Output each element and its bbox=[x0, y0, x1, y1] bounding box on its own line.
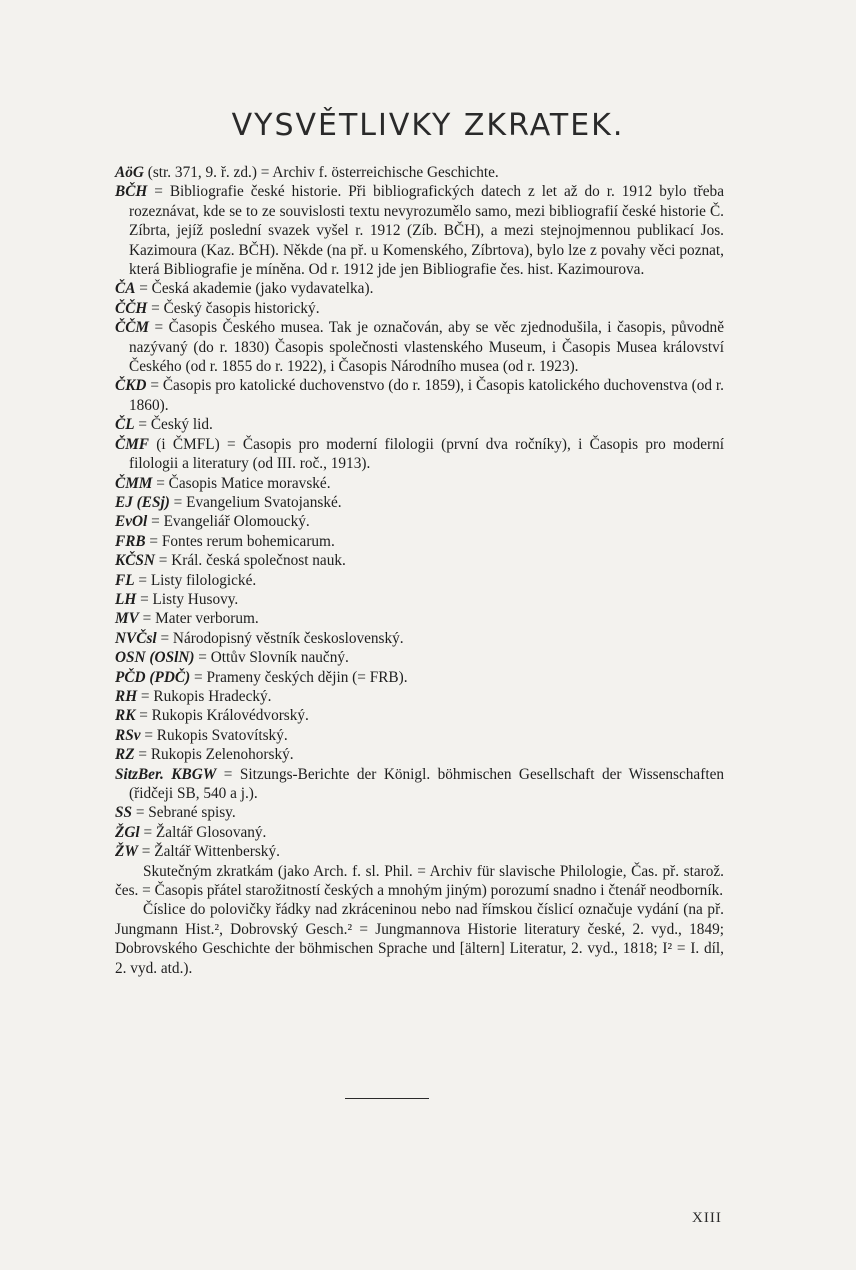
entry-abbr: MV bbox=[115, 610, 139, 628]
entry-aog bbox=[115, 163, 724, 182]
entry-abbr: SS bbox=[115, 804, 133, 822]
entry-text: (str. 371, 9. ř. zd.) = Archiv f. österreichische Geschichte. bbox=[143, 164, 499, 181]
entry-zgl bbox=[115, 823, 724, 842]
entry-rsv bbox=[115, 726, 724, 745]
entry-abbr: ČMF bbox=[115, 435, 150, 453]
entry-text: = Český lid. bbox=[134, 416, 213, 434]
entry-rz bbox=[115, 745, 724, 764]
entry-rh bbox=[115, 687, 724, 706]
entry-ccm bbox=[115, 318, 724, 376]
entry-frb bbox=[115, 532, 724, 551]
entry-zw bbox=[115, 842, 724, 861]
entry-text: = Listy Husovy. bbox=[136, 590, 239, 608]
entry-abbr: NVČsl bbox=[115, 629, 157, 647]
entry-abbr: BČH bbox=[115, 183, 148, 201]
abbreviation-list bbox=[115, 163, 724, 978]
entry-text: = Žaltář Glosovaný. bbox=[139, 823, 267, 841]
entry-fl bbox=[115, 571, 724, 590]
entry-bch bbox=[115, 182, 724, 279]
entry-text: = Rukopis Hradecký. bbox=[137, 687, 272, 705]
entry-kcsn bbox=[115, 551, 724, 570]
entry-text: (i ČMFL) = Časopis pro moderní filologii (první dva ročníky), i Časopis pro moderní filologii a literatury (od III. roč., 1913). bbox=[129, 435, 724, 473]
closing-rule bbox=[345, 1098, 429, 1099]
entry-text: = Sebrané spisy. bbox=[132, 804, 236, 822]
entry-cmf bbox=[115, 435, 724, 474]
entry-pcd bbox=[115, 668, 724, 687]
entry-abbr: RK bbox=[115, 707, 136, 725]
entry-text: = Rukopis Královédvorský. bbox=[135, 707, 309, 725]
entry-abbr: SitzBer. KBGW bbox=[115, 765, 217, 783]
entry-abbr: OSN (OSlN) bbox=[115, 649, 195, 667]
entry-ckd bbox=[115, 376, 724, 415]
entry-abbr: PČD (PDČ) bbox=[115, 668, 191, 686]
entry-mv bbox=[115, 609, 724, 628]
entry-text: = Prameny českých dějin (= FRB). bbox=[190, 668, 408, 686]
entry-text: = Ottův Slovník naučný. bbox=[194, 649, 349, 667]
entry-abbr: ŽW bbox=[115, 843, 138, 861]
entry-ca bbox=[115, 279, 724, 298]
entry-cch bbox=[115, 299, 724, 318]
entry-text: = Evangelium Svatojanské. bbox=[169, 493, 342, 511]
entry-text: = Česká akademie (jako vydavatelka). bbox=[135, 280, 374, 298]
entry-cl bbox=[115, 415, 724, 434]
entry-text: = Časopis pro katolické duchovenstvo (do r. 1859), i Časopis katolického duchovenstva (od r. 1860). bbox=[129, 377, 724, 414]
entry-abbr: ČMM bbox=[115, 474, 153, 492]
entry-abbr: EJ (ESj) bbox=[115, 493, 170, 511]
entry-abbr: LH bbox=[115, 590, 137, 608]
entry-abbr: KČSN bbox=[115, 552, 155, 570]
entry-text: = Evangeliář Olomoucký. bbox=[147, 513, 310, 531]
entry-text: = Fontes rerum bohemicarum. bbox=[145, 532, 335, 550]
entry-rk bbox=[115, 706, 724, 725]
entry-nvcsl bbox=[115, 629, 724, 648]
entry-text: = Časopis Matice moravské. bbox=[152, 474, 331, 492]
entry-text: = Sitzungs-Berichte der Königl. böhmischen Gesellschaft der Wissenschaften (řidčeji SB, 540 a j.). bbox=[129, 765, 725, 802]
entry-text: = Bibliografie české historie. Při bibliografických datech z let až do r. 1912 bylo třeba rozeznávat, kde se to ze souvislosti textu nevyrozumělo samo, mezi bibliografií české historie Č. Zíbrta, jejíž poslední svazek vyšel r. 1912 (Zíb. BČH), a mezi stejnojmennou publikací Jos. Kazimoura (Kaz. BČH). Někde (na př. u Komenského, Zíbrtova), bylo lze z povahy věci poznat, která Bibliografie je míněna. Od r. 1912 jde jen Bibliografie čes. hist. Kazimourova. bbox=[129, 183, 724, 279]
page-title: VYSVĚTLIVKY ZKRATEK. bbox=[231, 108, 625, 143]
note-abbreviations: Skutečným zkratkám (jako Arch. f. sl. Phil. = Archiv für slavische Philologie, Čas. př. starož. čes. = Časopis přátel starožitností českých a mnohým jiným) porozumí snadno i čtenář neodborník. bbox=[115, 862, 724, 900]
entry-ss bbox=[115, 803, 724, 822]
entry-abbr: AöG bbox=[115, 164, 144, 181]
entry-text: = Národopisný věstník československý. bbox=[156, 629, 404, 647]
entry-abbr: RZ bbox=[115, 746, 135, 764]
note-edition-numbers: Číslice do polovičky řádky nad zkráceninou nebo nad římskou číslicí označuje vydání (na př. Jungmann Hist.², Dobrovský Gesch.² = Jungmannova Historie literatury české, 2. vyd., 1849; Dobrovského Geschichte der böhmischen Sprache und [ältern] Literatur, 2. vyd., 1818; I² = I. díl, 2. vyd. atd.). bbox=[115, 901, 724, 977]
entry-abbr: ČL bbox=[115, 416, 135, 434]
entry-cmm bbox=[115, 474, 724, 493]
entry-evol bbox=[115, 512, 724, 531]
entry-sitzber bbox=[115, 765, 724, 804]
entry-abbr: ŽGl bbox=[115, 823, 140, 841]
entry-text: = Rukopis Svatovítský. bbox=[140, 726, 288, 744]
entry-abbr: FL bbox=[115, 571, 135, 589]
entry-osn bbox=[115, 648, 724, 667]
entry-text: = Časopis Českého musea. Tak je označován, aby se věc zjednodušila, i časopis, původně nazývaný (do r. 1830) Časopis společnosti vlastenského Museum, i Časopis Musea království Českého (od r. 1855 do r. 1922), i Časopis Národního musea (od r. 1923). bbox=[129, 319, 724, 376]
entry-abbr: ČČH bbox=[115, 299, 148, 317]
entry-lh bbox=[115, 590, 724, 609]
entry-abbr: RSv bbox=[115, 726, 141, 744]
page-number: XIII bbox=[692, 1210, 722, 1226]
entry-text: = Král. česká společnost nauk. bbox=[154, 552, 346, 570]
entry-abbr: ČČM bbox=[115, 319, 150, 337]
entry-text: = Rukopis Zelenohorský. bbox=[134, 746, 294, 764]
entry-text: = Listy filologické. bbox=[134, 571, 257, 589]
entry-abbr: ČKD bbox=[115, 377, 147, 395]
entry-ej bbox=[115, 493, 724, 512]
entry-abbr: ČA bbox=[115, 280, 136, 298]
entry-text: = Mater verborum. bbox=[138, 610, 259, 628]
entry-abbr: FRB bbox=[115, 532, 146, 550]
entry-abbr: RH bbox=[115, 687, 138, 705]
entry-text: = Český časopis historický. bbox=[147, 299, 320, 317]
entry-abbr: EvOl bbox=[115, 513, 148, 531]
entry-text: = Žaltář Wittenberský. bbox=[137, 843, 280, 861]
